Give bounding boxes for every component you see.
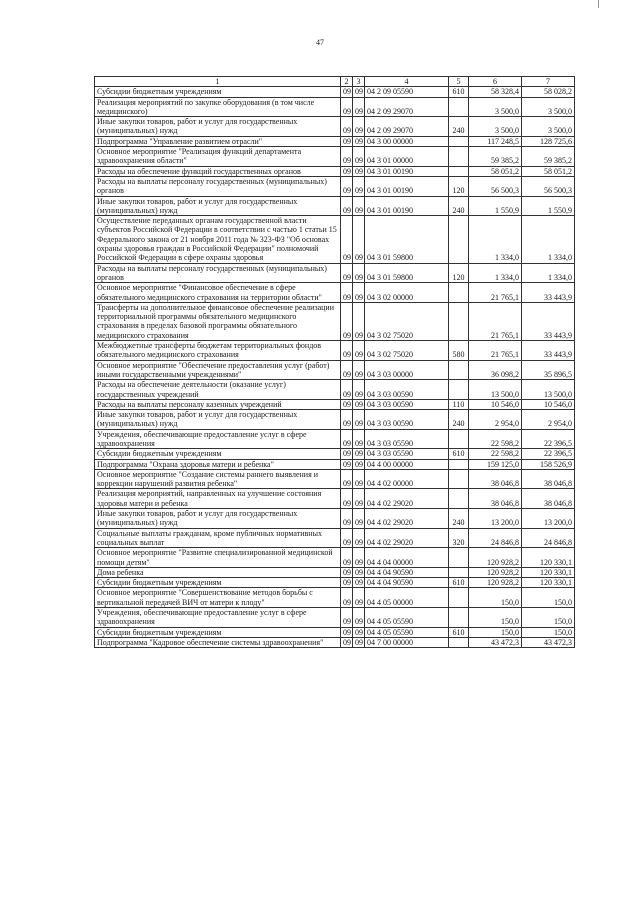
row-expense-type	[449, 216, 469, 263]
row-article: 04 4 02 29020	[365, 509, 449, 529]
row-expense-type: 120	[449, 263, 469, 283]
row-expense-type: 610	[449, 449, 469, 459]
row-amount-year-2: 33 443,9	[522, 302, 575, 340]
table-row	[95, 509, 575, 529]
row-amount-year-2: 1 334,0	[522, 216, 575, 263]
row-amount-year-2: 128 725,6	[522, 136, 575, 146]
row-section: 09	[341, 459, 353, 469]
row-name: Подпрограмма "Управление развитием отрасли"	[95, 136, 341, 146]
row-section: 09	[341, 216, 353, 263]
row-section: 09	[341, 588, 353, 608]
row-amount-year-1: 150,0	[469, 608, 522, 628]
row-article: 04 3 03 00590	[365, 380, 449, 400]
row-article: 04 3 01 00190	[365, 176, 449, 196]
row-amount-year-2: 13 200,0	[522, 509, 575, 529]
row-section: 09	[341, 637, 353, 647]
row-article: 04 2 09 05590	[365, 87, 449, 97]
row-expense-type	[449, 360, 469, 380]
row-subsection: 09	[353, 166, 365, 176]
row-section: 09	[341, 97, 353, 117]
row-section: 09	[341, 360, 353, 380]
row-section: 09	[341, 489, 353, 509]
row-amount-year-1: 22 598,2	[469, 429, 522, 449]
row-expense-type	[449, 147, 469, 167]
table-row	[95, 410, 575, 430]
row-article: 04 4 02 00000	[365, 469, 449, 489]
table-row	[95, 469, 575, 489]
row-amount-year-1: 120 928,2	[469, 567, 522, 577]
row-section: 09	[341, 410, 353, 430]
row-expense-type: 240	[449, 509, 469, 529]
row-amount-year-2: 56 500,3	[522, 176, 575, 196]
row-section: 09	[341, 283, 353, 303]
row-name: Основное мероприятие "Развитие специализированной медицинской помощи детям"	[95, 548, 341, 568]
row-article: 04 4 05 05590	[365, 608, 449, 628]
table-row	[95, 196, 575, 216]
row-amount-year-1: 58 051,2	[469, 166, 522, 176]
row-article: 04 4 04 90590	[365, 578, 449, 588]
table-row	[95, 216, 575, 263]
row-article: 04 3 03 05590	[365, 429, 449, 449]
table-row	[95, 459, 575, 469]
row-name: Межбюджетные трансферты бюджетам территориальных фондов обязательного медицинского страхования	[95, 341, 341, 361]
row-expense-type: 240	[449, 410, 469, 430]
table-row	[95, 528, 575, 548]
row-section: 09	[341, 399, 353, 409]
row-amount-year-1: 117 248,5	[469, 136, 522, 146]
row-section: 09	[341, 166, 353, 176]
row-expense-type: 120	[449, 176, 469, 196]
row-name: Основное мероприятие "Совершенствование методов борьбы с вертикальной передачей ВИЧ от матери к плоду"	[95, 588, 341, 608]
row-amount-year-2: 59 385,2	[522, 147, 575, 167]
row-subsection: 09	[353, 147, 365, 167]
row-amount-year-2: 120 330,1	[522, 567, 575, 577]
row-amount-year-2: 58 051,2	[522, 166, 575, 176]
table-row	[95, 341, 575, 361]
row-name: Осуществление переданных органам государственной власти субъектов Российской Федерации в соответствии с частью 1 статьи 15 Федерального закона от 21 ноября 2011 года № 323-ФЗ "Об основах охраны здоровья граждан в Российской Федерации" полномочий Российской Федерации в сфере охраны здоровья	[95, 216, 341, 263]
row-expense-type: 580	[449, 341, 469, 361]
row-amount-year-2: 150,0	[522, 588, 575, 608]
row-article: 04 3 01 59800	[365, 216, 449, 263]
row-name: Основное мероприятие "Создание системы раннего выявления и коррекции нарушений развития ребенка"	[95, 469, 341, 489]
row-article: 04 2 09 29070	[365, 97, 449, 117]
row-subsection: 09	[353, 360, 365, 380]
table-row	[95, 567, 575, 577]
table-row	[95, 608, 575, 628]
page-number: 47	[316, 38, 324, 47]
row-article: 04 3 03 00590	[365, 399, 449, 409]
row-section: 09	[341, 578, 353, 588]
row-amount-year-1: 56 500,3	[469, 176, 522, 196]
row-amount-year-1: 21 765,1	[469, 341, 522, 361]
row-amount-year-1: 1 334,0	[469, 216, 522, 263]
row-amount-year-2: 120 330,1	[522, 578, 575, 588]
row-name: Социальные выплаты гражданам, кроме публичных нормативных социальных выплат	[95, 528, 341, 548]
header-row	[95, 77, 575, 87]
row-amount-year-1: 13 500,0	[469, 380, 522, 400]
row-section: 09	[341, 528, 353, 548]
table-row	[95, 302, 575, 340]
row-expense-type	[449, 97, 469, 117]
row-subsection: 09	[353, 469, 365, 489]
row-amount-year-2: 13 500,0	[522, 380, 575, 400]
header-cell-year-2: 7	[522, 77, 575, 87]
row-expense-type	[449, 548, 469, 568]
row-article: 04 3 00 00000	[365, 136, 449, 146]
row-name: Основное мероприятие "Реализация функций департамента здравоохранения области"	[95, 147, 341, 167]
row-expense-type	[449, 136, 469, 146]
row-amount-year-2: 58 028,2	[522, 87, 575, 97]
row-amount-year-1: 43 472,3	[469, 637, 522, 647]
row-name: Расходы на обеспечение функций государственных органов	[95, 166, 341, 176]
table-row	[95, 97, 575, 117]
row-article: 04 3 01 00000	[365, 147, 449, 167]
row-amount-year-1: 120 928,2	[469, 548, 522, 568]
row-expense-type	[449, 429, 469, 449]
table-row	[95, 360, 575, 380]
row-subsection: 09	[353, 578, 365, 588]
row-amount-year-2: 35 896,5	[522, 360, 575, 380]
row-name: Иные закупки товаров, работ и услуг для государственных (муниципальных) нужд	[95, 410, 341, 430]
row-amount-year-2: 33 443,9	[522, 283, 575, 303]
row-article: 04 3 03 05590	[365, 449, 449, 459]
row-section: 09	[341, 449, 353, 459]
table-row	[95, 399, 575, 409]
row-amount-year-2: 10 546,0	[522, 399, 575, 409]
row-amount-year-1: 1 550,9	[469, 196, 522, 216]
row-article: 04 2 09 29070	[365, 117, 449, 137]
row-amount-year-1: 120 928,2	[469, 578, 522, 588]
table-body	[95, 87, 575, 648]
row-subsection: 09	[353, 548, 365, 568]
row-subsection: 09	[353, 627, 365, 637]
row-name: Расходы на выплаты персоналу казенных учреждений	[95, 399, 341, 409]
row-article: 04 3 01 00190	[365, 166, 449, 176]
row-name: Субсидии бюджетным учреждениям	[95, 449, 341, 459]
row-expense-type	[449, 489, 469, 509]
row-expense-type	[449, 166, 469, 176]
table-row	[95, 627, 575, 637]
row-article: 04 3 03 00590	[365, 410, 449, 430]
table-row	[95, 380, 575, 400]
row-amount-year-2: 38 046,8	[522, 469, 575, 489]
row-amount-year-1: 36 098,2	[469, 360, 522, 380]
row-expense-type	[449, 459, 469, 469]
row-amount-year-2: 33 443,9	[522, 341, 575, 361]
row-expense-type	[449, 469, 469, 489]
row-amount-year-1: 10 546,0	[469, 399, 522, 409]
row-expense-type	[449, 567, 469, 577]
row-amount-year-1: 21 765,1	[469, 302, 522, 340]
row-name: Субсидии бюджетным учреждениям	[95, 578, 341, 588]
row-expense-type	[449, 380, 469, 400]
row-section: 09	[341, 380, 353, 400]
row-section: 09	[341, 136, 353, 146]
row-subsection: 09	[353, 588, 365, 608]
row-amount-year-1: 150,0	[469, 588, 522, 608]
row-amount-year-2: 1 550,9	[522, 196, 575, 216]
header-cell-expense-type: 5	[449, 77, 469, 87]
row-subsection: 09	[353, 608, 365, 628]
row-subsection: 09	[353, 302, 365, 340]
row-subsection: 09	[353, 637, 365, 647]
row-amount-year-1: 22 598,2	[469, 449, 522, 459]
row-article: 04 3 01 59800	[365, 263, 449, 283]
row-expense-type: 240	[449, 117, 469, 137]
row-name: Реализация мероприятий по закупке оборудования (в том числе медицинского)	[95, 97, 341, 117]
table-row	[95, 578, 575, 588]
row-section: 09	[341, 87, 353, 97]
row-amount-year-2: 43 472,3	[522, 637, 575, 647]
row-article: 04 3 01 00190	[365, 196, 449, 216]
row-amount-year-2: 24 846,8	[522, 528, 575, 548]
row-amount-year-1: 58 328,4	[469, 87, 522, 97]
budget-table	[94, 76, 575, 648]
row-expense-type: 240	[449, 196, 469, 216]
row-subsection: 09	[353, 283, 365, 303]
row-expense-type	[449, 637, 469, 647]
row-subsection: 09	[353, 429, 365, 449]
table-row	[95, 87, 575, 97]
row-name: Учреждения, обеспечивающие предоставление услуг в сфере здравоохранения	[95, 608, 341, 628]
row-name: Подпрограмма "Кадровое обеспечение системы здравоохранения"	[95, 637, 341, 647]
row-amount-year-1: 1 334,0	[469, 263, 522, 283]
row-subsection: 09	[353, 449, 365, 459]
row-expense-type: 610	[449, 87, 469, 97]
row-expense-type: 610	[449, 578, 469, 588]
row-expense-type	[449, 588, 469, 608]
row-expense-type	[449, 302, 469, 340]
row-subsection: 09	[353, 489, 365, 509]
row-section: 09	[341, 627, 353, 637]
row-subsection: 09	[353, 196, 365, 216]
row-subsection: 09	[353, 567, 365, 577]
row-amount-year-1: 59 385,2	[469, 147, 522, 167]
row-article: 04 4 02 29020	[365, 489, 449, 509]
row-subsection: 09	[353, 380, 365, 400]
row-expense-type	[449, 283, 469, 303]
row-article: 04 4 04 90590	[365, 567, 449, 577]
row-subsection: 09	[353, 87, 365, 97]
row-name: Основное мероприятие "Финансовое обеспечение в сфере обязательного медицинского страхования на территории области"	[95, 283, 341, 303]
row-subsection: 09	[353, 263, 365, 283]
row-amount-year-1: 3 500,0	[469, 117, 522, 137]
row-expense-type: 320	[449, 528, 469, 548]
table-row	[95, 147, 575, 167]
row-amount-year-2: 3 500,0	[522, 117, 575, 137]
row-section: 09	[341, 567, 353, 577]
row-section: 09	[341, 263, 353, 283]
row-section: 09	[341, 509, 353, 529]
row-section: 09	[341, 469, 353, 489]
row-subsection: 09	[353, 509, 365, 529]
table-row	[95, 449, 575, 459]
table-row	[95, 136, 575, 146]
table-row	[95, 283, 575, 303]
row-article: 04 3 02 75020	[365, 341, 449, 361]
row-section: 09	[341, 147, 353, 167]
row-name: Учреждения, обеспечивающие предоставление услуг в сфере здравоохранения	[95, 429, 341, 449]
table-row	[95, 176, 575, 196]
row-article: 04 4 00 00000	[365, 459, 449, 469]
row-article: 04 3 02 00000	[365, 283, 449, 303]
row-article: 04 7 00 00000	[365, 637, 449, 647]
row-section: 09	[341, 302, 353, 340]
header-cell-section: 2	[341, 77, 353, 87]
row-amount-year-1: 2 954,0	[469, 410, 522, 430]
row-section: 09	[341, 341, 353, 361]
row-article: 04 4 02 29020	[365, 528, 449, 548]
row-article: 04 3 03 00000	[365, 360, 449, 380]
row-article: 04 3 02 75020	[365, 302, 449, 340]
row-article: 04 4 04 00000	[365, 548, 449, 568]
header-cell-name: 1	[95, 77, 341, 87]
row-section: 09	[341, 176, 353, 196]
row-name: Реализация мероприятий, направленных на улучшение состояния здоровья матери и ребенка	[95, 489, 341, 509]
table-row	[95, 548, 575, 568]
row-name: Трансферты на дополнительное финансовое обеспечение реализации территориальной программы обязательного медицинского страхования в пределах базовой программы обязательного медицинского страхования	[95, 302, 341, 340]
row-amount-year-1: 3 500,0	[469, 97, 522, 117]
row-amount-year-2: 120 330,1	[522, 548, 575, 568]
header-cell-subsection: 3	[353, 77, 365, 87]
table-row	[95, 637, 575, 647]
row-section: 09	[341, 608, 353, 628]
row-article: 04 4 05 05590	[365, 627, 449, 637]
row-article: 04 4 05 00000	[365, 588, 449, 608]
row-subsection: 09	[353, 97, 365, 117]
row-name: Субсидии бюджетным учреждениям	[95, 87, 341, 97]
row-name: Дома ребенка	[95, 567, 341, 577]
row-amount-year-1: 21 765,1	[469, 283, 522, 303]
row-name: Иные закупки товаров, работ и услуг для государственных (муниципальных) нужд	[95, 117, 341, 137]
table-row	[95, 429, 575, 449]
row-amount-year-1: 38 046,8	[469, 489, 522, 509]
table-row	[95, 117, 575, 137]
row-name: Субсидии бюджетным учреждениям	[95, 627, 341, 637]
row-amount-year-2: 38 046,8	[522, 489, 575, 509]
row-subsection: 09	[353, 459, 365, 469]
row-amount-year-2: 1 334,0	[522, 263, 575, 283]
row-amount-year-2: 22 396,5	[522, 429, 575, 449]
row-name: Иные закупки товаров, работ и услуг для государственных (муниципальных) нужд	[95, 509, 341, 529]
row-amount-year-2: 150,0	[522, 627, 575, 637]
row-expense-type	[449, 608, 469, 628]
row-amount-year-1: 24 846,8	[469, 528, 522, 548]
row-subsection: 09	[353, 410, 365, 430]
row-name: Подпрограмма "Охрана здоровья матери и ребенка"	[95, 459, 341, 469]
row-subsection: 09	[353, 117, 365, 137]
row-section: 09	[341, 429, 353, 449]
row-amount-year-2: 2 954,0	[522, 410, 575, 430]
row-section: 09	[341, 548, 353, 568]
header-cell-year-1: 6	[469, 77, 522, 87]
row-expense-type: 110	[449, 399, 469, 409]
row-section: 09	[341, 117, 353, 137]
row-subsection: 09	[353, 399, 365, 409]
row-amount-year-1: 159 125,0	[469, 459, 522, 469]
row-amount-year-2: 150,0	[522, 608, 575, 628]
row-name: Расходы на выплаты персоналу государственных (муниципальных) органов	[95, 176, 341, 196]
scan-artifact	[598, 0, 599, 8]
header-cell-article: 4	[365, 77, 449, 87]
row-name: Основное мероприятие "Обеспечение предоставления услуг (работ) иными государственными учреждениями"	[95, 360, 341, 380]
row-name: Иные закупки товаров, работ и услуг для государственных (муниципальных) нужд	[95, 196, 341, 216]
table-row	[95, 588, 575, 608]
row-subsection: 09	[353, 528, 365, 548]
row-amount-year-1: 38 046,8	[469, 469, 522, 489]
row-subsection: 09	[353, 341, 365, 361]
row-name: Расходы на выплаты персоналу государственных (муниципальных) органов	[95, 263, 341, 283]
row-subsection: 09	[353, 176, 365, 196]
table-row	[95, 489, 575, 509]
row-amount-year-1: 150,0	[469, 627, 522, 637]
row-subsection: 09	[353, 136, 365, 146]
row-subsection: 09	[353, 216, 365, 263]
row-name: Расходы на обеспечение деятельности (оказание услуг) государственных учреждений	[95, 380, 341, 400]
table-row	[95, 166, 575, 176]
table-row	[95, 263, 575, 283]
row-amount-year-1: 13 200,0	[469, 509, 522, 529]
row-amount-year-2: 3 500,0	[522, 97, 575, 117]
row-amount-year-2: 158 526,9	[522, 459, 575, 469]
row-amount-year-2: 22 396,5	[522, 449, 575, 459]
row-section: 09	[341, 196, 353, 216]
row-expense-type: 610	[449, 627, 469, 637]
